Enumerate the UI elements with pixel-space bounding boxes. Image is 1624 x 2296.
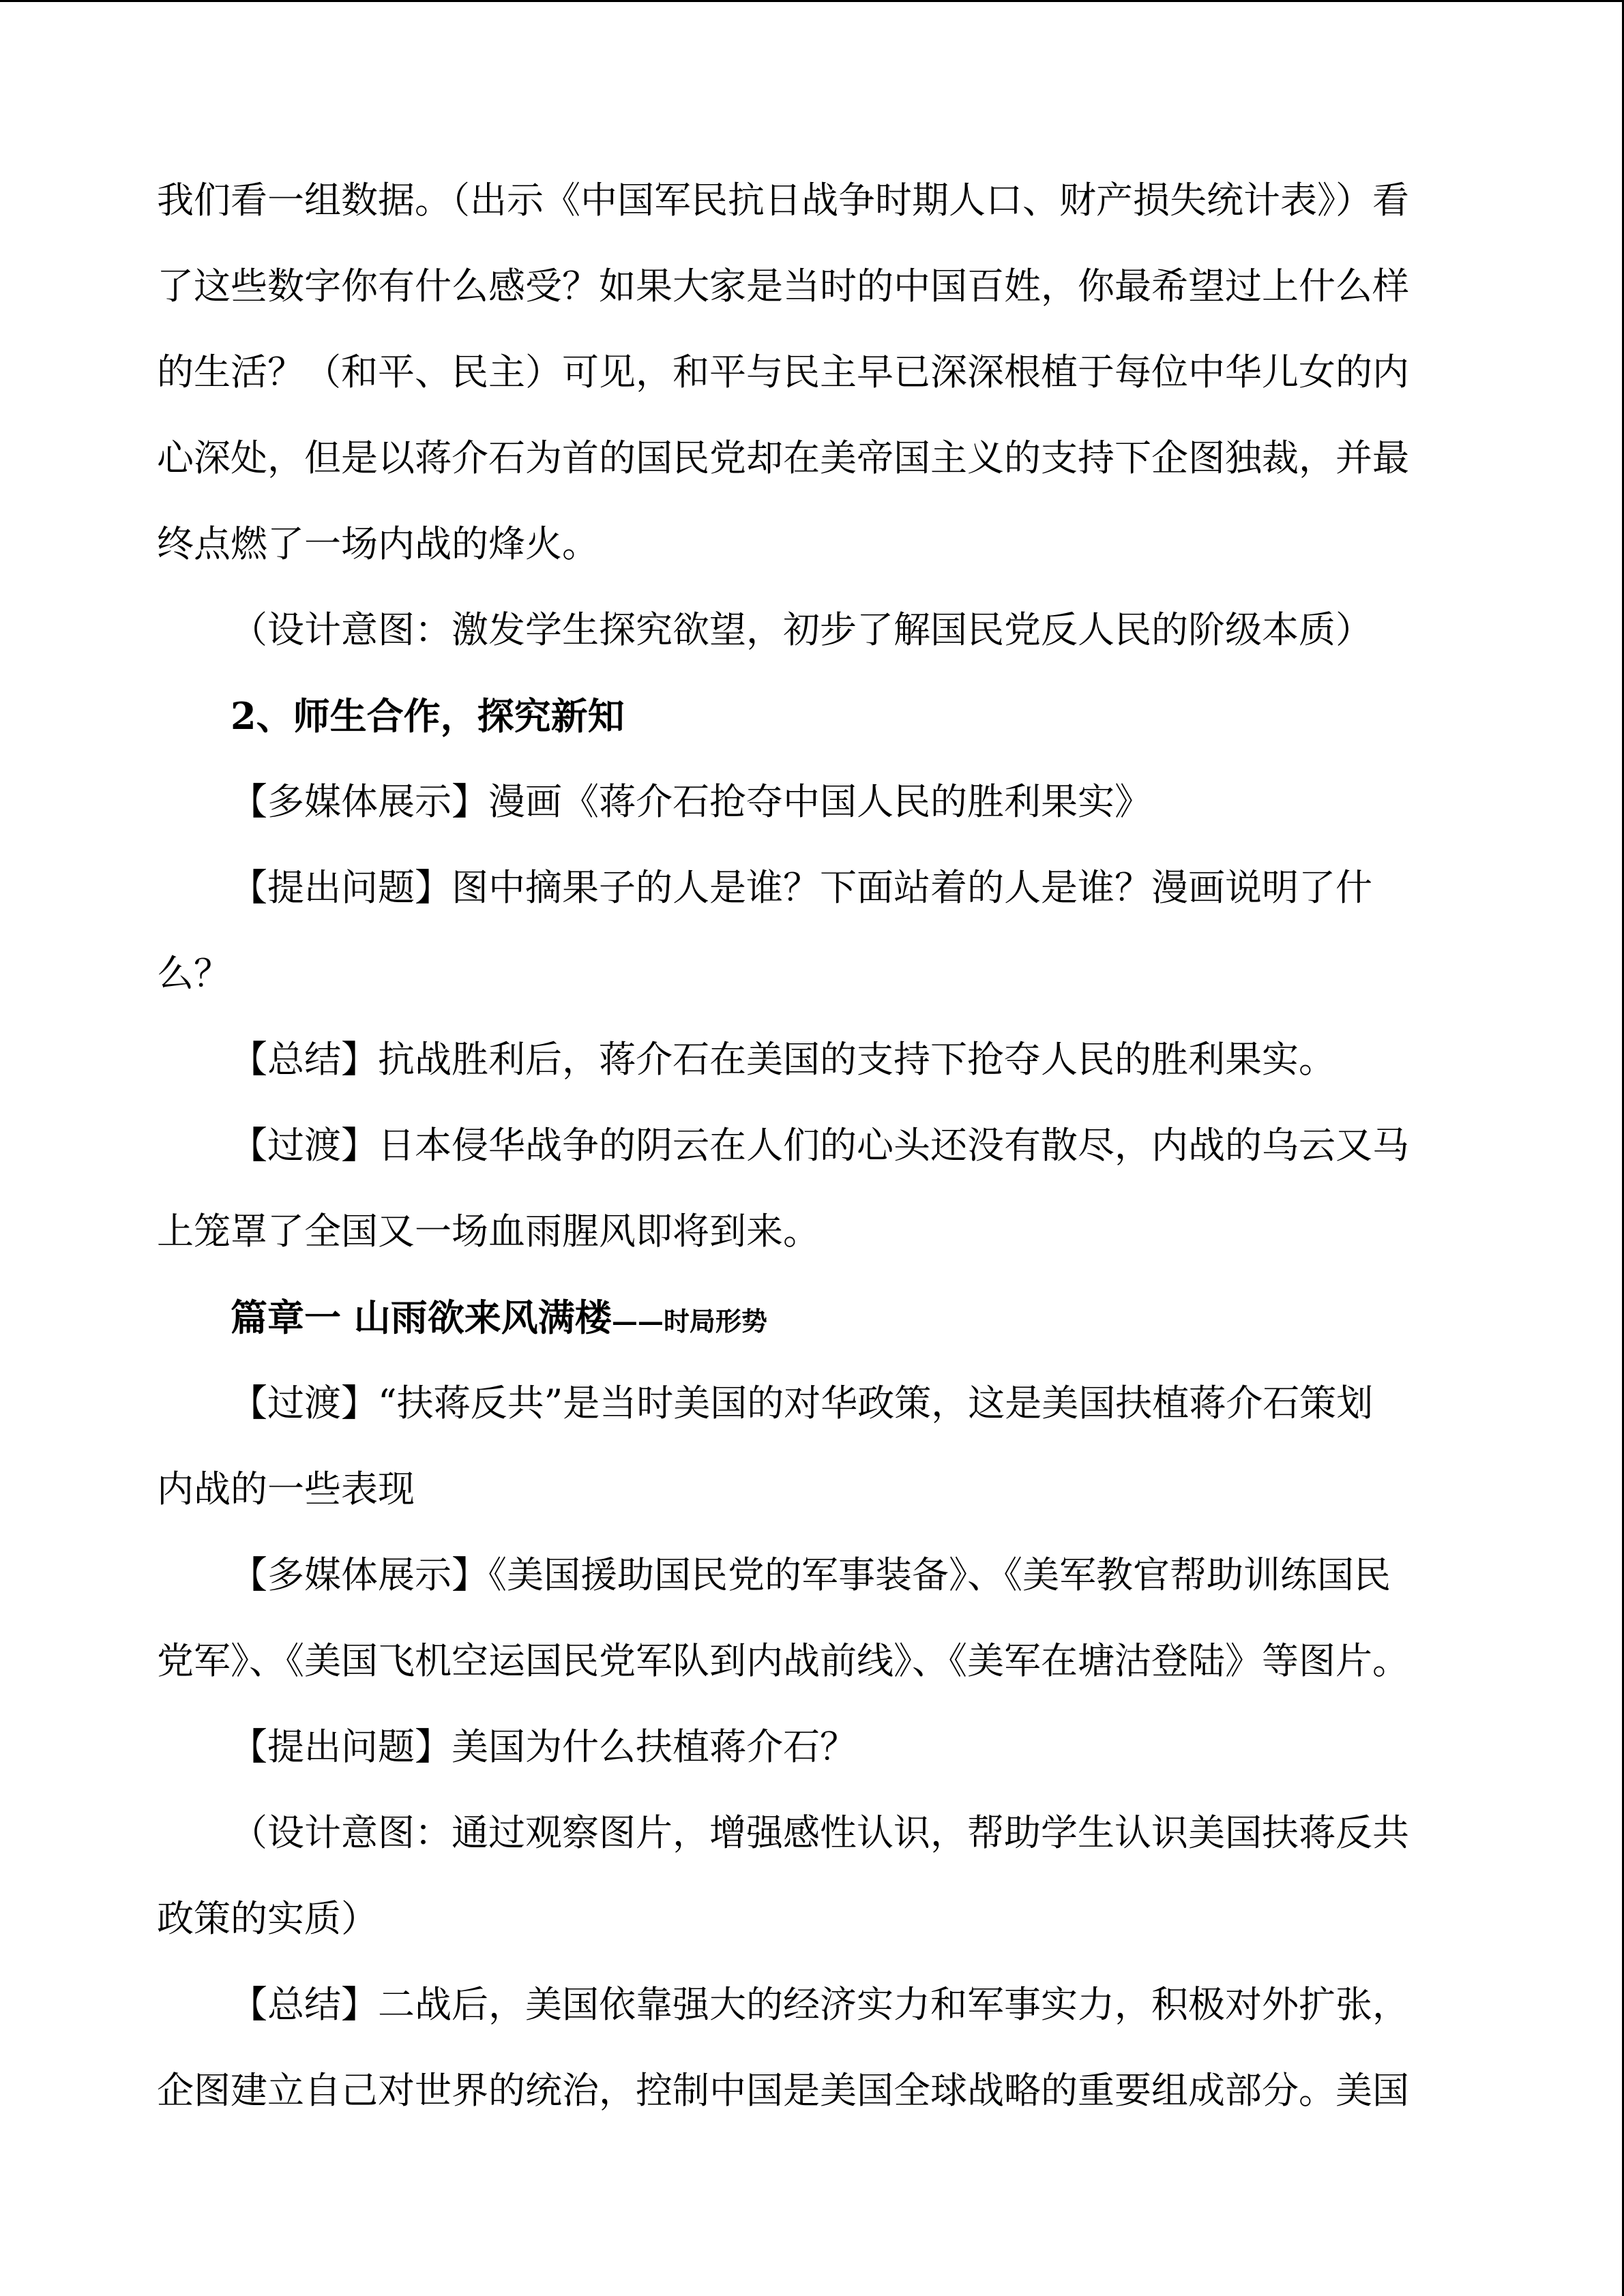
text-line: 了这些数字你有什么感受？如果大家是当时的中国百姓，你最希望过上什么样	[157, 265, 1409, 308]
paragraph-multimedia-images	[157, 1547, 1460, 1718]
text-line: 终点燃了一场内战的烽火。	[157, 522, 599, 565]
text-line: 党军》、《美国飞机空运国民党军队到内战前线》、《美军在塘沽登陆》等图片。	[157, 1639, 1409, 1682]
heading-line	[157, 1289, 1460, 1375]
text-line: （设计意图：通过观察图片，增强感性认识，帮助学生认识美国扶蒋反共	[231, 1811, 1409, 1854]
paragraph-question-cartoon	[157, 859, 1460, 1031]
text-line: 【总结】抗战胜利后，蒋介石在美国的支持下抢夺人民的胜利果实。	[231, 1038, 1335, 1081]
paragraph-summary-victory	[157, 1031, 1460, 1117]
chapter-title: 篇章一 山雨欲来风满楼	[231, 1296, 612, 1339]
text-line: 心深处，但是以蒋介石为首的国民党却在美帝国主义的支持下企图独裁，并最	[157, 436, 1409, 479]
text-line: 的生活？（和平、民主）可见，和平与民主早已深深根植于每位中华儿女的内	[157, 351, 1409, 393]
text-line: 内战的一些表现	[157, 1467, 415, 1510]
page-border-top	[0, 0, 1624, 2]
document-body	[157, 172, 1460, 2148]
chapter-heading-one	[157, 1289, 1460, 1375]
paragraph-transition-us-policy	[157, 1375, 1460, 1547]
text-line: 【多媒体展示】《美国援助国民党的军事装备》、《美军教官帮助训练国民	[231, 1553, 1391, 1596]
text-line: 我们看一组数据。（出示《中国军民抗日战争时期人口、财产损失统计表》）看	[157, 179, 1409, 222]
paragraph-data-intro	[157, 172, 1460, 601]
paragraph-design-intent-2	[157, 1804, 1460, 1976]
paragraph-summary-postwar	[157, 1976, 1460, 2148]
text-line: 么？	[157, 952, 231, 995]
text-line: 【提出问题】美国为什么扶植蒋介石？	[231, 1725, 857, 1768]
text-line: 【过渡】日本侵华战争的阴云在人们的心头还没有散尽，内战的乌云又马	[231, 1124, 1409, 1167]
paragraph-design-intent-1	[157, 601, 1460, 687]
text-line: 【提出问题】图中摘果子的人是谁？下面站着的人是谁？漫画说明了什	[231, 866, 1372, 909]
paragraph-question-us	[157, 1718, 1460, 1804]
heading-line: 2、师生合作，探究新知	[231, 694, 625, 738]
paragraph-multimedia-cartoon	[157, 773, 1460, 859]
text-line: 【总结】二战后，美国依靠强大的经济实力和军事实力，积极对外扩张，	[231, 1983, 1409, 2026]
text-line: 【多媒体展示】漫画《蒋介石抢夺中国人民的胜利果实》	[231, 780, 1151, 823]
text-line: 企图建立自己对世界的统治，控制中国是美国全球战略的重要组成部分。美国	[157, 2069, 1409, 2112]
text-line: 上笼罩了全国又一场血雨腥风即将到来。	[157, 1210, 820, 1253]
text-line: 政策的实质）	[157, 1897, 378, 1940]
text-line: 【过渡】“扶蒋反共”是当时美国的对华政策，这是美国扶植蒋介石策划	[231, 1382, 1374, 1425]
chapter-subtitle: ——时局形势	[611, 1306, 767, 1337]
section-heading-cooperation	[157, 687, 1460, 773]
text-line: （设计意图：激发学生探究欲望，初步了解国民党反人民的阶级本质）	[231, 608, 1372, 651]
paragraph-transition-civil-war	[157, 1117, 1460, 1289]
